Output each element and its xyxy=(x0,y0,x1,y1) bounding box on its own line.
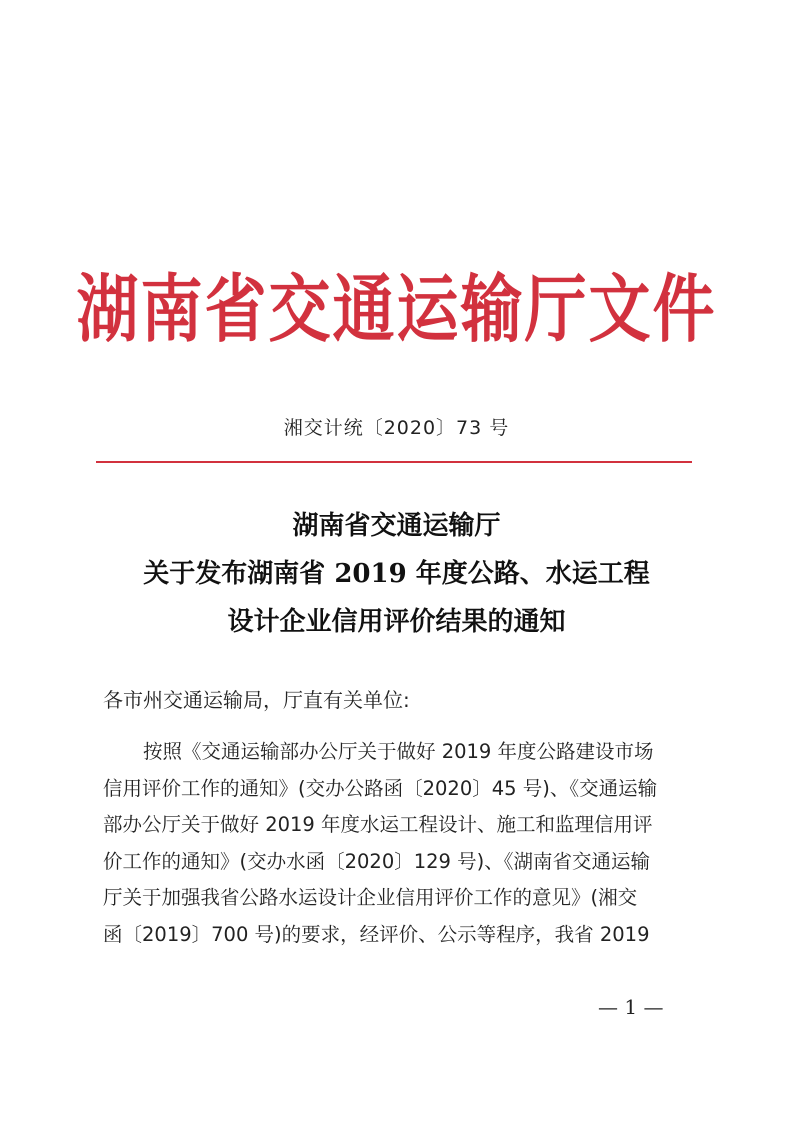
body-line: 函〔2019〕700 号)的要求，经评价、公示等程序，我省 2019 xyxy=(103,922,650,946)
document-number: 湘交计统〔2020〕73 号 xyxy=(283,417,510,439)
addressee: 各市州交通运输局，厅直有关单位: xyxy=(103,688,410,712)
body-line: 价工作的通知》(交办水函〔2020〕129 号)、《湖南省交通运输 xyxy=(103,849,651,873)
red-divider-line xyxy=(96,461,692,463)
body-line: 部办公厅关于做好 2019 年度水运工程设计、施工和监理信用评 xyxy=(103,813,653,836)
body-line: 厅关于加强我省公路水运设计企业信用评价工作的意见》(湘交 xyxy=(103,886,638,909)
title-line: 关于发布湖南省 2019 年度公路、水运工程 xyxy=(143,559,650,589)
title-line: 湖南省交通运输厅 xyxy=(292,511,501,541)
body-line: 按照《交通运输部办公厅关于做好 2019 年度公路建设市场 xyxy=(143,740,654,763)
body-paragraph xyxy=(103,734,693,953)
body-line: 信用评价工作的通知》(交办公路函〔2020〕45 号)、《交通运输 xyxy=(103,776,658,800)
notice-title xyxy=(0,502,793,646)
document-red-header: 湖南省交通运输厅文件 xyxy=(76,266,717,353)
page-number: — 1 — xyxy=(598,995,664,1019)
title-line: 设计企业信用评价结果的通知 xyxy=(227,607,566,637)
